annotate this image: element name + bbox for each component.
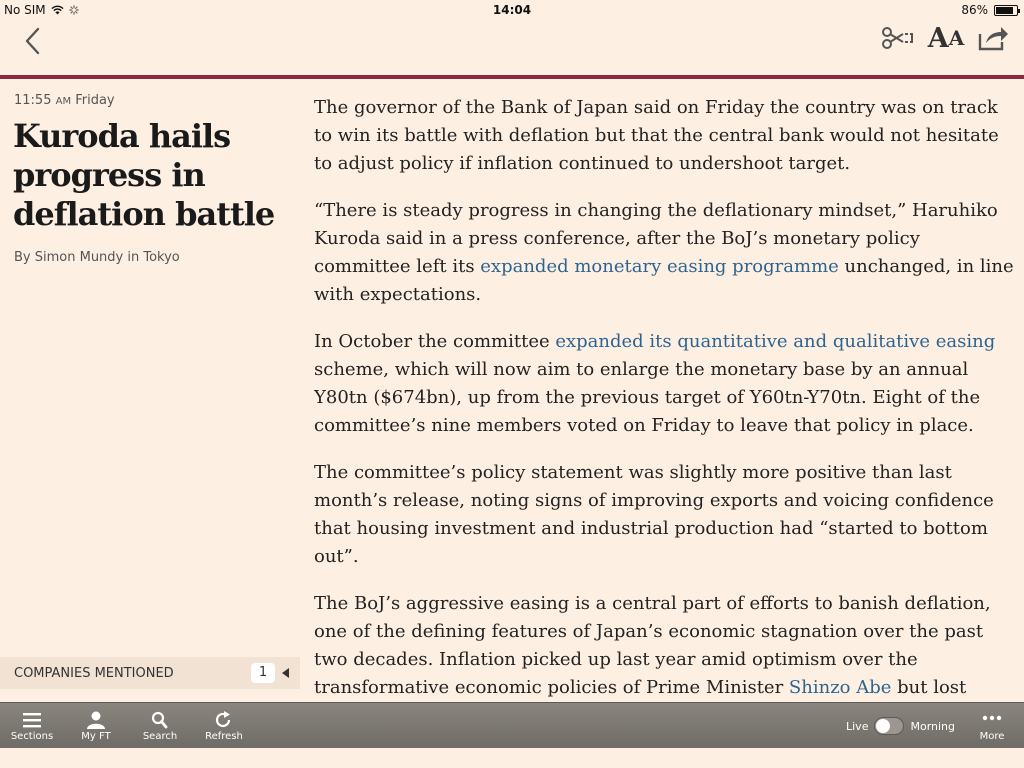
bottom-tab-bar (0, 702, 1024, 748)
paragraph-text: but lost (891, 677, 967, 698)
tab-more[interactable] (960, 703, 1024, 749)
article-time: 11:55 (14, 93, 52, 108)
paragraph-text: unchanged, in line with expectations. (314, 256, 1014, 305)
paragraph-text: “There is steady progress in changing the deflationary mindset,” Haruhiko Kuroda said in a press conference, after the BoJ’s monetary policy committee left its (314, 200, 998, 277)
status-bar (0, 0, 1024, 20)
refresh-icon (213, 711, 235, 729)
tab-refresh-label: Refresh (205, 731, 243, 742)
search-icon (149, 711, 171, 729)
battery-icon (994, 5, 1018, 16)
font-size-button[interactable] (926, 20, 966, 56)
paragraph-text: The committee’s policy statement was slightly more positive than last month’s release, noting signs of improving exports and voicing confidence that housing investment and industrial production had “started to bottom out”. (314, 462, 994, 567)
tab-search-label: Search (142, 731, 178, 742)
paragraph (314, 197, 1014, 309)
paragraph-text: The governor of the Bank of Japan said on Friday the country was on track to win its battle with deflation but that the central bank would not hesitate to adjust policy if inflation continued to undershoot target. (314, 97, 999, 174)
article-byline: By Simon Mundy in Tokyo (14, 250, 180, 265)
status-right (961, 3, 1018, 17)
bottom-strip (0, 748, 1024, 768)
chevron-left-icon (20, 24, 50, 58)
tab-sections[interactable] (0, 703, 64, 749)
clip-button[interactable] (880, 20, 916, 56)
tab-refresh[interactable] (192, 703, 256, 749)
article-body (314, 94, 1014, 700)
article-timestamp (14, 93, 115, 108)
paragraph-text: scheme, which will now aim to enlarge the monetary base by an annual Y80tn ($674bn), up from the previous target of Y60tn-Y70tn. Eight of the committee’s nine members voted on Friday to leave that policy in place. (314, 359, 981, 436)
edition-toggle[interactable] (874, 717, 904, 735)
inline-link[interactable]: expanded monetary easing programme (480, 256, 839, 277)
tab-my-ft[interactable] (64, 703, 128, 749)
paragraph-text: The BoJ’s aggressive easing is a central part of efforts to banish deflation, one of the defining features of Japan’s economic stagnation over the past two decades. Inflation picked up last year amid optimism over the transformative economic policies of Prime Minister (314, 593, 991, 698)
menu-icon (21, 711, 43, 729)
paragraph (314, 459, 1014, 571)
paragraph (314, 590, 1014, 700)
expand-left-icon (282, 668, 289, 678)
share-icon (976, 24, 1010, 52)
carrier-label: No SIM (4, 3, 46, 17)
font-size-large-glyph: A (927, 22, 949, 54)
tab-sections-label: Sections (10, 731, 54, 742)
back-button[interactable] (20, 24, 50, 58)
font-size-small-glyph: A (948, 26, 965, 50)
toggle-morning-label: Morning (910, 719, 956, 733)
person-icon (85, 711, 107, 729)
scissors-icon (881, 24, 915, 52)
tab-more-label: More (979, 731, 1005, 742)
paragraph-text: In October the committee (314, 331, 556, 352)
tab-search[interactable] (128, 703, 192, 749)
companies-count-badge: 1 (251, 663, 275, 683)
toggle-live-label: Live (846, 719, 869, 733)
inline-link[interactable]: expanded its quantitative and qualitative easing (555, 331, 996, 352)
companies-mentioned-bar[interactable] (0, 657, 300, 689)
article-ampm: AM (55, 96, 72, 107)
edition-toggle-group (846, 717, 955, 735)
article-headline: Kuroda hails progress in deflation battle (13, 117, 275, 233)
article-meta-column (0, 79, 300, 702)
top-toolbar (0, 20, 1024, 75)
paragraph (314, 94, 1014, 178)
paragraph (314, 328, 1014, 440)
share-button[interactable] (975, 20, 1011, 56)
article-day: Friday (75, 93, 115, 108)
status-time: 14:04 (492, 3, 532, 17)
inline-link[interactable]: Shinzo Abe (788, 677, 892, 698)
toggle-knob (876, 719, 890, 733)
tab-my-ft-label: My FT (81, 731, 111, 742)
battery-percent: 86% (961, 3, 988, 17)
companies-mentioned-label: COMPANIES MENTIONED (14, 665, 174, 681)
more-icon (981, 711, 1003, 729)
